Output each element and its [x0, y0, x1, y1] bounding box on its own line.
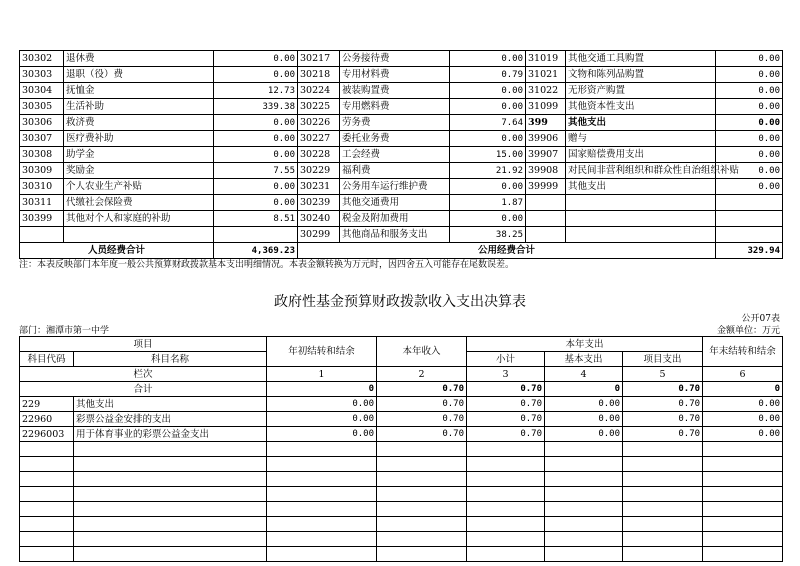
- amount: 0.00: [214, 115, 298, 131]
- empty-cell: [267, 502, 377, 517]
- empty-cell: [545, 457, 623, 472]
- public-total-label: 公用经费合计: [298, 243, 716, 259]
- subject-name: 赠与: [566, 131, 716, 147]
- page-title: 政府性基金预算财政拨款收入支出决算表: [274, 294, 526, 310]
- subject-code: 30307: [20, 131, 64, 147]
- subject-name: 其他支出: [566, 115, 716, 131]
- fund-table: [19, 336, 783, 562]
- empty-cell: [377, 532, 467, 547]
- subject-name: 国家赔偿费用支出: [566, 147, 716, 163]
- col-number: 2: [377, 367, 467, 382]
- amount: 12.73: [214, 83, 298, 99]
- empty-row: [20, 532, 783, 547]
- subject-code: 39906: [526, 131, 566, 147]
- subject-name: 代缴社会保险费: [64, 195, 214, 211]
- subject-name: 其他商品和服务支出: [340, 227, 450, 243]
- empty-cell: [267, 532, 377, 547]
- total-opening: 0: [267, 382, 377, 397]
- subject-code: 39907: [526, 147, 566, 163]
- col-number: 3: [467, 367, 545, 382]
- subject-name: 公务用车运行维护费: [340, 179, 450, 195]
- empty-cell: [267, 547, 377, 562]
- subject-code: 30299: [298, 227, 340, 243]
- amount: [716, 195, 783, 211]
- subject-code: 31021: [526, 67, 566, 83]
- empty-cell: [74, 517, 267, 532]
- amount: 0.00: [716, 147, 783, 163]
- amount: 0.00: [214, 67, 298, 83]
- subject-code: 30306: [20, 115, 64, 131]
- empty-cell: [623, 442, 703, 457]
- empty-cell: [267, 442, 377, 457]
- subject-name: 退职（役）费: [64, 67, 214, 83]
- subject-name: 其他支出: [74, 397, 267, 412]
- amount: 0.70: [377, 427, 467, 442]
- amount: 0.70: [467, 397, 545, 412]
- total-closing: 0: [703, 382, 783, 397]
- header-column-no: 栏次: [20, 367, 267, 382]
- subject-name: [566, 195, 716, 211]
- empty-cell: [467, 487, 545, 502]
- subject-name: 专用燃料费: [340, 99, 450, 115]
- empty-cell: [623, 487, 703, 502]
- subject-name: 救济费: [64, 115, 214, 131]
- empty-row: [20, 487, 783, 502]
- amount: 0.70: [467, 427, 545, 442]
- table-row: [20, 83, 783, 99]
- col-number: 6: [703, 367, 783, 382]
- form-code: 公开07表: [741, 314, 780, 324]
- table-row: [20, 115, 783, 131]
- col-number: 4: [545, 367, 623, 382]
- empty-cell: [467, 547, 545, 562]
- department-label: 部门：湘潭市第一中学: [19, 326, 110, 336]
- subject-name: 劳务费: [340, 115, 450, 131]
- subject-code: 30240: [298, 211, 340, 227]
- subject-name: 抚恤金: [64, 83, 214, 99]
- empty-cell: [20, 532, 74, 547]
- amount: 339.38: [214, 99, 298, 115]
- amount: 0.00: [214, 147, 298, 163]
- empty-row: [20, 502, 783, 517]
- header-subtotal: 小计: [467, 352, 545, 367]
- fund-total-row: [20, 382, 783, 397]
- empty-cell: [545, 502, 623, 517]
- amount: 0.79: [450, 67, 526, 83]
- amount: 0.70: [623, 397, 703, 412]
- amount: 0.00: [450, 99, 526, 115]
- subject-code: 30239: [298, 195, 340, 211]
- amount: 0.70: [377, 412, 467, 427]
- subject-name: 专用材料费: [340, 67, 450, 83]
- empty-cell: [20, 502, 74, 517]
- amount: 0.00: [545, 427, 623, 442]
- subject-code: 30225: [298, 99, 340, 115]
- subject-code: 30217: [298, 51, 340, 67]
- amount: 0.00: [450, 179, 526, 195]
- total-income: 0.70: [377, 382, 467, 397]
- header-opening: 年初结转和结余: [267, 337, 377, 367]
- subject-code: 39999: [526, 179, 566, 195]
- amount: 0.00: [716, 67, 783, 83]
- header-closing: 年末结转和结余: [703, 337, 783, 367]
- empty-cell: [545, 487, 623, 502]
- empty-cell: [377, 487, 467, 502]
- subject-name: 工会经费: [340, 147, 450, 163]
- empty-cell: [623, 472, 703, 487]
- subject-name: 助学金: [64, 147, 214, 163]
- subject-code: 30308: [20, 147, 64, 163]
- subject-name: [64, 227, 214, 243]
- table-row: [20, 412, 783, 427]
- subject-name: 用于体育事业的彩票公益金支出: [74, 427, 267, 442]
- subject-code: 30399: [20, 211, 64, 227]
- amount: 0.00: [545, 397, 623, 412]
- empty-cell: [377, 472, 467, 487]
- subject-name: 税金及附加费用: [340, 211, 450, 227]
- subject-code: [526, 227, 566, 243]
- amount: 0.00: [214, 179, 298, 195]
- amount: 0.00: [703, 427, 783, 442]
- empty-cell: [703, 457, 783, 472]
- header-item: 项目: [20, 337, 267, 352]
- subject-name: 医疗费补助: [64, 131, 214, 147]
- subject-code: 39908: [526, 163, 566, 179]
- table-row: [20, 147, 783, 163]
- subject-code: 31099: [526, 99, 566, 115]
- subject-code: 22960: [20, 412, 74, 427]
- empty-row: [20, 442, 783, 457]
- subject-name: [566, 211, 716, 227]
- subject-code: 399: [526, 115, 566, 131]
- header-income: 本年收入: [377, 337, 467, 367]
- amount: 0.00: [267, 412, 377, 427]
- empty-cell: [467, 502, 545, 517]
- table-row: [20, 179, 783, 195]
- empty-cell: [377, 547, 467, 562]
- subject-name: 公务接待费: [340, 51, 450, 67]
- subject-code: 30227: [298, 131, 340, 147]
- amount: 21.92: [450, 163, 526, 179]
- empty-cell: [545, 532, 623, 547]
- amount: 0.00: [214, 131, 298, 147]
- empty-cell: [545, 517, 623, 532]
- subject-code: 30305: [20, 99, 64, 115]
- subject-name: 福利费: [340, 163, 450, 179]
- table-row: [20, 67, 783, 83]
- table-row: [20, 163, 783, 179]
- public-total-value: 329.94: [716, 243, 783, 259]
- subject-code: [526, 195, 566, 211]
- subject-name: 被装购置费: [340, 83, 450, 99]
- table-row: [20, 397, 783, 412]
- header-name: 科目名称: [74, 352, 267, 367]
- personnel-total-value: 4,369.23: [214, 243, 298, 259]
- header-basic: 基本支出: [545, 352, 623, 367]
- empty-cell: [545, 472, 623, 487]
- amount: 0.00: [716, 51, 783, 67]
- subject-code: 31019: [526, 51, 566, 67]
- amount: 0.00: [450, 83, 526, 99]
- subject-code: 30218: [298, 67, 340, 83]
- subject-name: 文物和陈列品购置: [566, 67, 716, 83]
- total-project: 0.70: [623, 382, 703, 397]
- subject-code: 30231: [298, 179, 340, 195]
- subject-name: 其他对个人和家庭的补助: [64, 211, 214, 227]
- amount: [214, 227, 298, 243]
- empty-cell: [623, 502, 703, 517]
- amount: 0.00: [450, 51, 526, 67]
- subject-code: [20, 227, 64, 243]
- header-expenditure: 本年支出: [467, 337, 703, 352]
- empty-cell: [74, 457, 267, 472]
- subject-code: 30226: [298, 115, 340, 131]
- empty-cell: [74, 487, 267, 502]
- empty-cell: [20, 442, 74, 457]
- empty-cell: [377, 442, 467, 457]
- table-row: [20, 211, 783, 227]
- subject-code: 30224: [298, 83, 340, 99]
- empty-cell: [545, 547, 623, 562]
- subject-code: 30228: [298, 147, 340, 163]
- amount: [716, 211, 783, 227]
- expense-detail-table: [19, 50, 783, 259]
- empty-cell: [267, 457, 377, 472]
- empty-cell: [467, 517, 545, 532]
- col-number: 5: [623, 367, 703, 382]
- empty-cell: [74, 532, 267, 547]
- amount: 0.00: [716, 131, 783, 147]
- amount: 0.70: [377, 397, 467, 412]
- empty-cell: [377, 517, 467, 532]
- empty-cell: [267, 517, 377, 532]
- empty-row: [20, 517, 783, 532]
- subject-name: 彩票公益金安排的支出: [74, 412, 267, 427]
- amount: 0.00: [450, 211, 526, 227]
- empty-cell: [74, 442, 267, 457]
- empty-cell: [20, 457, 74, 472]
- empty-cell: [377, 457, 467, 472]
- amount: 1.87: [450, 195, 526, 211]
- empty-cell: [74, 472, 267, 487]
- table-row: [20, 99, 783, 115]
- amount: 8.51: [214, 211, 298, 227]
- empty-cell: [623, 457, 703, 472]
- table-note: 注：本表反映部门本年度一般公共预算财政拨款基本支出明细情况。本表金额转换为万元时，因四舍五入可能存在尾数误差。: [19, 260, 515, 270]
- empty-cell: [467, 472, 545, 487]
- subject-code: 2296003: [20, 427, 74, 442]
- amount: 0.00: [450, 131, 526, 147]
- empty-cell: [20, 472, 74, 487]
- amount: 0.00: [716, 179, 783, 195]
- empty-cell: [467, 532, 545, 547]
- subject-code: 30302: [20, 51, 64, 67]
- subject-code: 30311: [20, 195, 64, 211]
- amount: 0.00: [214, 195, 298, 211]
- empty-cell: [467, 457, 545, 472]
- amount: 0.00: [703, 412, 783, 427]
- subject-code: 30309: [20, 163, 64, 179]
- empty-row: [20, 547, 783, 562]
- empty-cell: [20, 547, 74, 562]
- col-number: 1: [267, 367, 377, 382]
- empty-cell: [703, 502, 783, 517]
- empty-cell: [623, 547, 703, 562]
- subject-code: 30303: [20, 67, 64, 83]
- empty-cell: [545, 442, 623, 457]
- empty-cell: [703, 517, 783, 532]
- subject-name: 其他支出: [566, 179, 716, 195]
- empty-cell: [623, 517, 703, 532]
- amount: 0.00: [716, 163, 783, 179]
- subject-code: 229: [20, 397, 74, 412]
- subject-name: 其他资本性支出: [566, 99, 716, 115]
- empty-cell: [74, 547, 267, 562]
- empty-cell: [20, 517, 74, 532]
- amount: 15.00: [450, 147, 526, 163]
- amount: 0.00: [545, 412, 623, 427]
- subject-name: [566, 227, 716, 243]
- table-row: [20, 227, 783, 243]
- amount: 0.70: [623, 412, 703, 427]
- subject-name: 对民间非营利组织和群众性自治组织补贴: [566, 163, 716, 179]
- empty-cell: [703, 487, 783, 502]
- table-row: [20, 195, 783, 211]
- header-project: 项目支出: [623, 352, 703, 367]
- empty-row: [20, 472, 783, 487]
- subject-name: 其他交通工具购置: [566, 51, 716, 67]
- amount: 0.70: [623, 427, 703, 442]
- table-row: [20, 51, 783, 67]
- subject-name: 委托业务费: [340, 131, 450, 147]
- amount: [716, 227, 783, 243]
- amount: 7.55: [214, 163, 298, 179]
- subject-name: 个人农业生产补贴: [64, 179, 214, 195]
- subject-code: 31022: [526, 83, 566, 99]
- subject-code: 30304: [20, 83, 64, 99]
- empty-cell: [467, 442, 545, 457]
- amount: 0.00: [214, 51, 298, 67]
- amount: 0.00: [267, 397, 377, 412]
- subject-code: 30229: [298, 163, 340, 179]
- personnel-total-label: 人员经费合计: [20, 243, 214, 259]
- total-label: 合计: [20, 382, 267, 397]
- subject-code: [526, 211, 566, 227]
- amount: 0.00: [703, 397, 783, 412]
- amount: 7.64: [450, 115, 526, 131]
- empty-cell: [20, 487, 74, 502]
- amount: 0.00: [267, 427, 377, 442]
- empty-cell: [377, 502, 467, 517]
- amount: 0.00: [716, 115, 783, 131]
- table-row: [20, 427, 783, 442]
- subject-name: 奖励金: [64, 163, 214, 179]
- total-basic: 0: [545, 382, 623, 397]
- empty-cell: [74, 502, 267, 517]
- empty-cell: [703, 472, 783, 487]
- amount: 0.00: [716, 83, 783, 99]
- empty-row: [20, 457, 783, 472]
- total-subtotal: 0.70: [467, 382, 545, 397]
- subject-code: 30310: [20, 179, 64, 195]
- subject-name: 退休费: [64, 51, 214, 67]
- subject-name: 其他交通费用: [340, 195, 450, 211]
- empty-cell: [623, 532, 703, 547]
- amount: 38.25: [450, 227, 526, 243]
- amount: 0.70: [467, 412, 545, 427]
- subject-name: 无形资产购置: [566, 83, 716, 99]
- empty-cell: [703, 532, 783, 547]
- empty-cell: [267, 487, 377, 502]
- empty-cell: [703, 442, 783, 457]
- empty-cell: [267, 472, 377, 487]
- table-row: [20, 131, 783, 147]
- subject-name: 生活补助: [64, 99, 214, 115]
- header-code: 科目代码: [20, 352, 74, 367]
- amount: 0.00: [716, 99, 783, 115]
- amount-unit-label: 金额单位：万元: [716, 326, 780, 336]
- empty-cell: [703, 547, 783, 562]
